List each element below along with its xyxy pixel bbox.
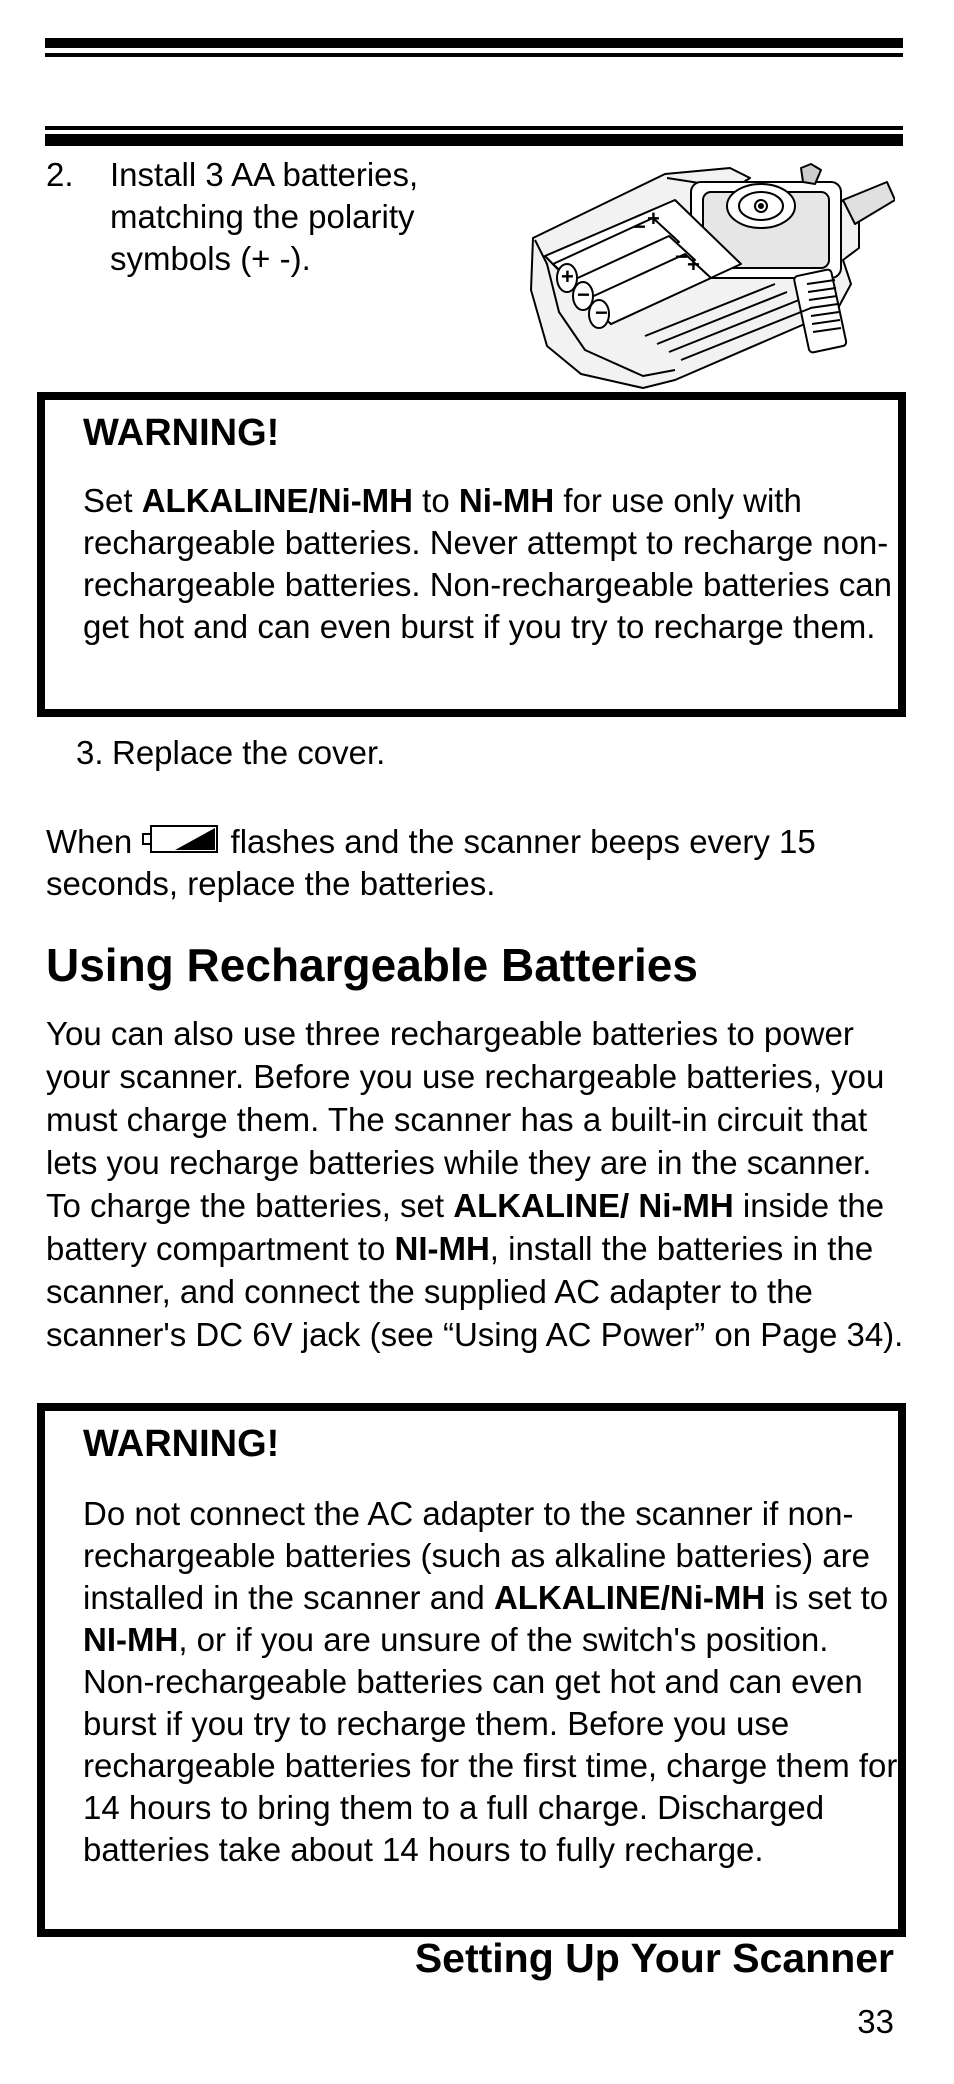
section-rule-thick <box>45 134 903 146</box>
rechargeable-paragraph: You can also use three rechargeable batteries to power your scanner. Before you use rechargeable batteries, you must charge them. The scanner has a built-in circuit that lets you recharge batteries while they are in the scanner. To charge the batteries, set ALKALINE/ Ni-MH inside the battery compartment to NI-MH, install the batteries in the scanner, and connect the supplied AC adapter to the scanner's DC 6V jack (see “Using AC Power” on Page 34). <box>46 1015 904 1353</box>
svg-text:+: + <box>561 264 574 289</box>
section-heading: Using Rechargeable Batteries <box>46 939 698 991</box>
svg-text:−: − <box>595 300 608 325</box>
section-rule-thin <box>45 126 903 130</box>
svg-text:−: − <box>675 244 688 269</box>
page-number: 33 <box>857 2003 894 2040</box>
low-battery-paragraph: When flashes and the scanner beeps every 15 seconds, replace the batteries. <box>46 823 816 902</box>
scanner-battery-compartment-illustration <box>525 160 895 392</box>
warning-box-ac-adapter <box>37 1403 906 1937</box>
low-battery-icon <box>141 822 221 856</box>
warning-box-nimh <box>37 392 906 717</box>
warning-text: Do not connect the AC adapter to the scanner if non-rechargeable batteries (such as alkaline batteries) are installed in the scanner and ALKALINE/Ni-MH is set to NI-MH, or if you are unsure of the switch's position. Non-rechargeable batteries can get hot and can even burst if you try to recharge them. Before you use rechargeable batteries for the first time, charge them for 14 hours to bring them to a full charge. Discharged batteries take about 14 hours to fully recharge. <box>83 1495 898 1868</box>
warning-title: WARNING! <box>83 1423 280 1465</box>
svg-text:−: − <box>577 282 590 307</box>
step-3-text: Replace the cover. <box>112 734 386 771</box>
svg-text:−: − <box>633 214 646 239</box>
header-rule-thick <box>45 38 903 48</box>
warning-text: Set ALKALINE/Ni-MH to Ni-MH for use only with rechargeable batteries. Never attempt to recharge non-rechargeable batteries. Non-rechargeable batteries can get hot and can even burst if you try to recharge them. <box>83 482 892 645</box>
chapter-title: Setting Up Your Scanner <box>414 1935 894 1981</box>
warning-title: WARNING! <box>83 412 280 454</box>
step-2-text: Install 3 AA batteries, matching the polarity symbols (+ -). <box>110 156 419 277</box>
svg-text:+: + <box>687 252 700 277</box>
svg-text:+: + <box>647 206 660 231</box>
header-rule-thin <box>45 53 903 57</box>
step-3-number: 3. <box>76 734 104 771</box>
step-2-number: 2. <box>46 156 74 193</box>
